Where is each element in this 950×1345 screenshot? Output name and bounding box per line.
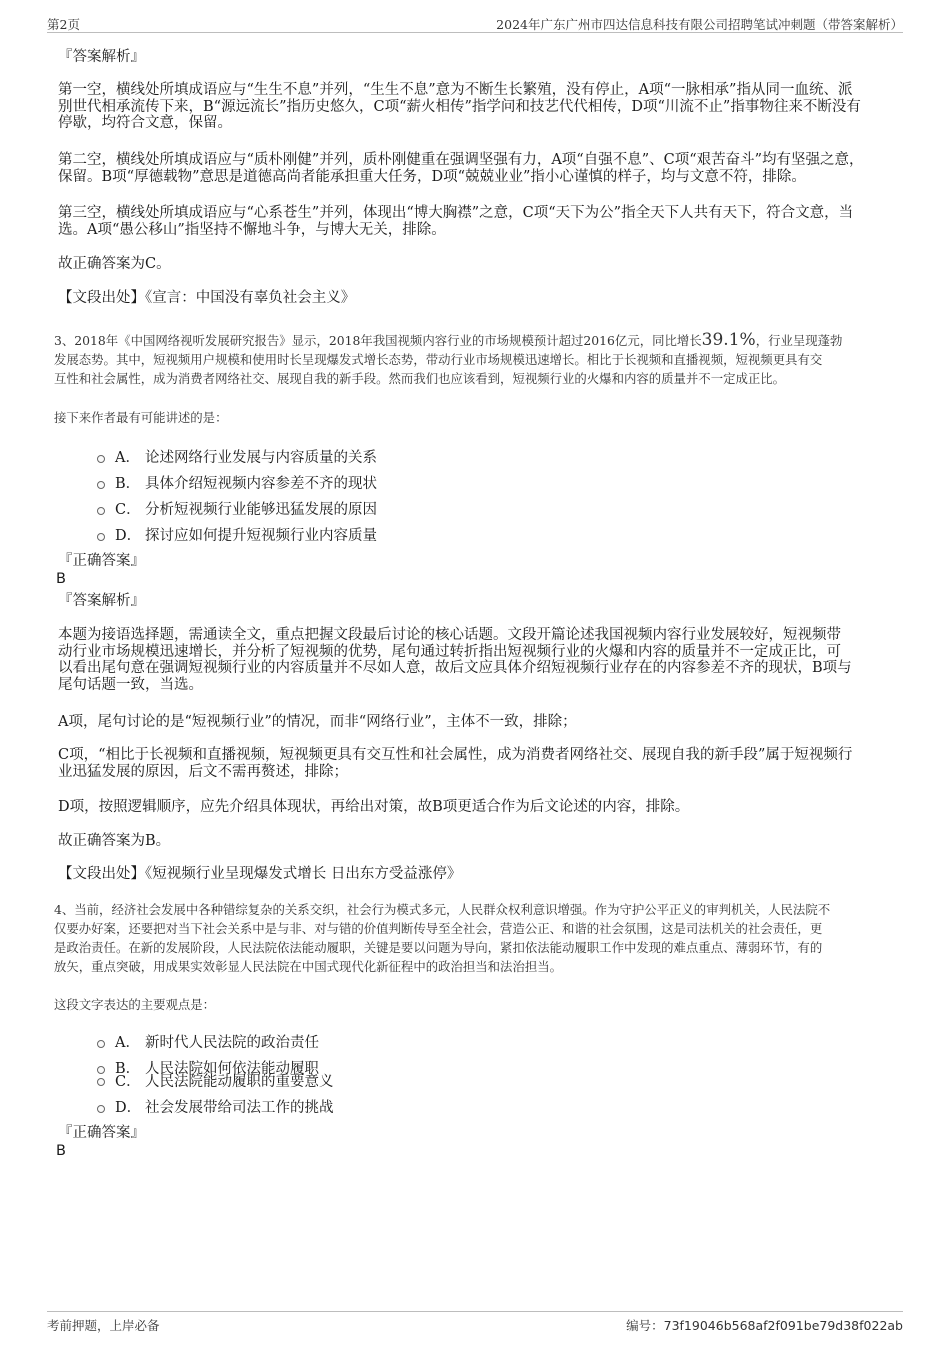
stem-line: 放矢，重点突破，用成果实效彰显人民法院在中国式现代化新征程中的政治担当和法治担当。 <box>54 959 563 974</box>
analysis-paragraph-1 <box>58 82 861 132</box>
analysis-paragraph-4: D项，按照逻辑顺序，应先介绍具体现状，再给出对策，故B项更适合作为后文论述的内容，排除。 <box>58 799 690 815</box>
analysis-line: 第二空，横线处所填成语应与“质朴刚健”并列，质朴刚健重在强调坚强有力，A项“自强不息”、C项“艰苦奋斗”均有坚强之意， <box>58 152 864 168</box>
question-3-prompt: 接下来作者最有可能讲述的是： <box>54 410 228 425</box>
document-title: 2024年广东广州市四达信息科技有限公司招聘笔试冲刺题（带答案解析） <box>496 17 903 32</box>
analysis-paragraph-3 <box>58 205 853 238</box>
question-4-stem <box>54 900 830 976</box>
analysis-label: 『答案解析』 <box>58 593 145 609</box>
option-d-text: 社会发展带给司法工作的挑战 <box>145 1100 334 1116</box>
analysis-paragraph-3 <box>58 747 852 780</box>
analysis-line: 保留。B项“厚德载物”意思是道德高尚者能承担重大任务，D项“兢兢业业”指小心谨慎的样子，均与文意不符，排除。 <box>58 168 806 185</box>
correct-answer-label: 『正确答案』 <box>58 1125 145 1141</box>
option-a-text: 新时代人民法院的政治责任 <box>145 1035 319 1051</box>
analysis-line: 停歇，均符合文意，保留。 <box>58 115 232 131</box>
analysis-label: 『答案解析』 <box>58 49 145 65</box>
analysis-line: 动行业市场规模迅速增长，并分析了短视频的优势，尾句通过转折指出短视频行业的火爆和内容的质量并不一定成正比，可 <box>58 643 841 660</box>
option-d-radio[interactable] <box>97 1105 105 1113</box>
source-citation: 【文段出处】《短视频行业呈现爆发式增长 日出东方受益涨停》 <box>58 866 462 882</box>
stem-line: 是政治责任。在新的发展阶段，人民法院依法能动履职，关键是要以问题为导向，紧扣依法能动履职工作中发现的难点重点、薄弱环节，有的 <box>54 940 823 955</box>
document-code <box>626 1316 903 1334</box>
option-c-text: 分析短视频行业能够迅猛发展的原因 <box>145 502 377 518</box>
question-3-stem <box>54 331 842 388</box>
source-citation: 【文段出处】《宣言：中国没有辜负社会主义》 <box>58 290 356 306</box>
correct-answer: B <box>56 571 66 587</box>
option-b-radio[interactable] <box>97 481 105 489</box>
analysis-line: 选。A项“愚公移山”指坚持不懈地斗争，与博大无关，排除。 <box>58 221 446 238</box>
option-c-text: 人民法院能动履职的重要意义 <box>145 1074 334 1090</box>
option-b-letter: B． <box>115 476 141 492</box>
stem-line: 仅要办好案，还要把对当下社会关系中是与非、对与错的价值判断传导至全社会，营造公正、和谐的社会氛围，这是司法机关的社会责任，更 <box>54 921 823 936</box>
stem-line: 发展态势。其中，短视频用户规模和使用时长呈现爆发式增长态势，带动行业市场规模迅速增长。相比于长视频和直播视频，短视频更具有交 <box>54 352 823 367</box>
stem-line: 4、当前，经济社会发展中各种错综复杂的关系交织，社会行为模式多元，人民群众权利意识增强。作为守护公平正义的审判机关，人民法院不 <box>54 902 831 917</box>
option-b-text: 人民法院如何依法能动履职 <box>145 1061 319 1077</box>
analysis-paragraph-1 <box>58 627 852 693</box>
option-b-text: 具体介绍短视频内容参差不齐的现状 <box>145 476 377 492</box>
analysis-line: 别世代相承流传下来，B“源远流长”指历史悠久，C项“薪火相传”指学问和技艺代代相传，D项“川流不止”指事物往来不断没有 <box>58 98 861 115</box>
option-d-letter: D． <box>115 1100 142 1116</box>
stem-line: 互性和社会属性，成为消费者网络社交、展现自我的新手段。然而我们也应该看到，短视频行业的火爆和内容的质量并不一定成正比。 <box>54 371 786 386</box>
analysis-line: 本题为接语选择题，需通读全文，重点把握文段最后讨论的核心话题。文段开篇论述我国视频内容行业发展较好，短视频带 <box>58 627 841 643</box>
option-a-radio[interactable] <box>97 455 105 463</box>
conclusion: 故正确答案为B。 <box>58 833 171 849</box>
option-d-radio[interactable] <box>97 533 105 541</box>
option-a-letter: A． <box>115 450 140 466</box>
correct-answer: B <box>56 1143 66 1159</box>
growth-rate: 39.1% <box>701 330 756 350</box>
page-header <box>47 12 903 33</box>
analysis-line: C项，“相比于长视频和直播视频，短视频更具有交互性和社会属性，成为消费者网络社交、展现自我的新手段”属于短视频行 <box>58 747 853 763</box>
option-c-radio[interactable] <box>97 1078 105 1086</box>
page-footer <box>47 1311 903 1336</box>
analysis-line: 以看出尾句意在强调短视频行业的内容质量并不尽如人意，故后文应具体介绍短视频行业存在的内容参差不齐的现状，B项与 <box>58 660 852 676</box>
code-value: 73f19046b568af2f091be79d38f022ab <box>663 1318 903 1333</box>
analysis-line: 业迅猛发展的原因，后文不需再赘述，排除； <box>58 763 348 780</box>
stem-line-1: 3、2018年《中国网络视听发展研究报告》显示，2018年我国视频内容行业的市场规模预计超过2016亿元，同比增长39.1%，行业呈现蓬勃 <box>54 330 843 350</box>
option-a-letter: A． <box>115 1035 140 1051</box>
analysis-paragraph-2 <box>58 152 864 185</box>
option-a-radio[interactable] <box>97 1040 105 1048</box>
analysis-paragraph-2: A项，尾句讨论的是“短视频行业”的情况，而非“网络行业”，主体不一致，排除； <box>58 714 577 730</box>
option-b-radio[interactable] <box>97 1066 105 1074</box>
conclusion: 故正确答案为C。 <box>58 256 171 272</box>
option-d-text: 探讨应如何提升短视频行业内容质量 <box>145 528 377 544</box>
correct-answer-label: 『正确答案』 <box>58 553 145 569</box>
footer-slogan: 考前押题，上岸必备 <box>47 1318 160 1333</box>
code-label: 编号： <box>626 1318 664 1333</box>
analysis-line: 第三空，横线处所填成语应与“心系苍生”并列，体现出“博大胸襟”之意，C项“天下为公”指全天下人共有天下，符合文意，当 <box>58 205 854 221</box>
option-d-letter: D． <box>115 528 142 544</box>
option-b-letter: B． <box>115 1061 141 1077</box>
analysis-line: 尾句话题一致，当选。 <box>58 676 203 693</box>
page-number: 第2页 <box>47 17 80 32</box>
option-a-text: 论述网络行业发展与内容质量的关系 <box>145 450 377 466</box>
question-4-prompt: 这段文字表达的主要观点是： <box>54 997 216 1012</box>
option-c-letter: C． <box>115 1074 141 1090</box>
option-c-letter: C． <box>115 502 141 518</box>
option-c-radio[interactable] <box>97 507 105 515</box>
analysis-line: 第一空，横线处所填成语应与“生生不息”并列，“生生不息”意为不断生长繁殖，没有停止，A项“一脉相承”指从同一血统、派 <box>58 82 853 98</box>
